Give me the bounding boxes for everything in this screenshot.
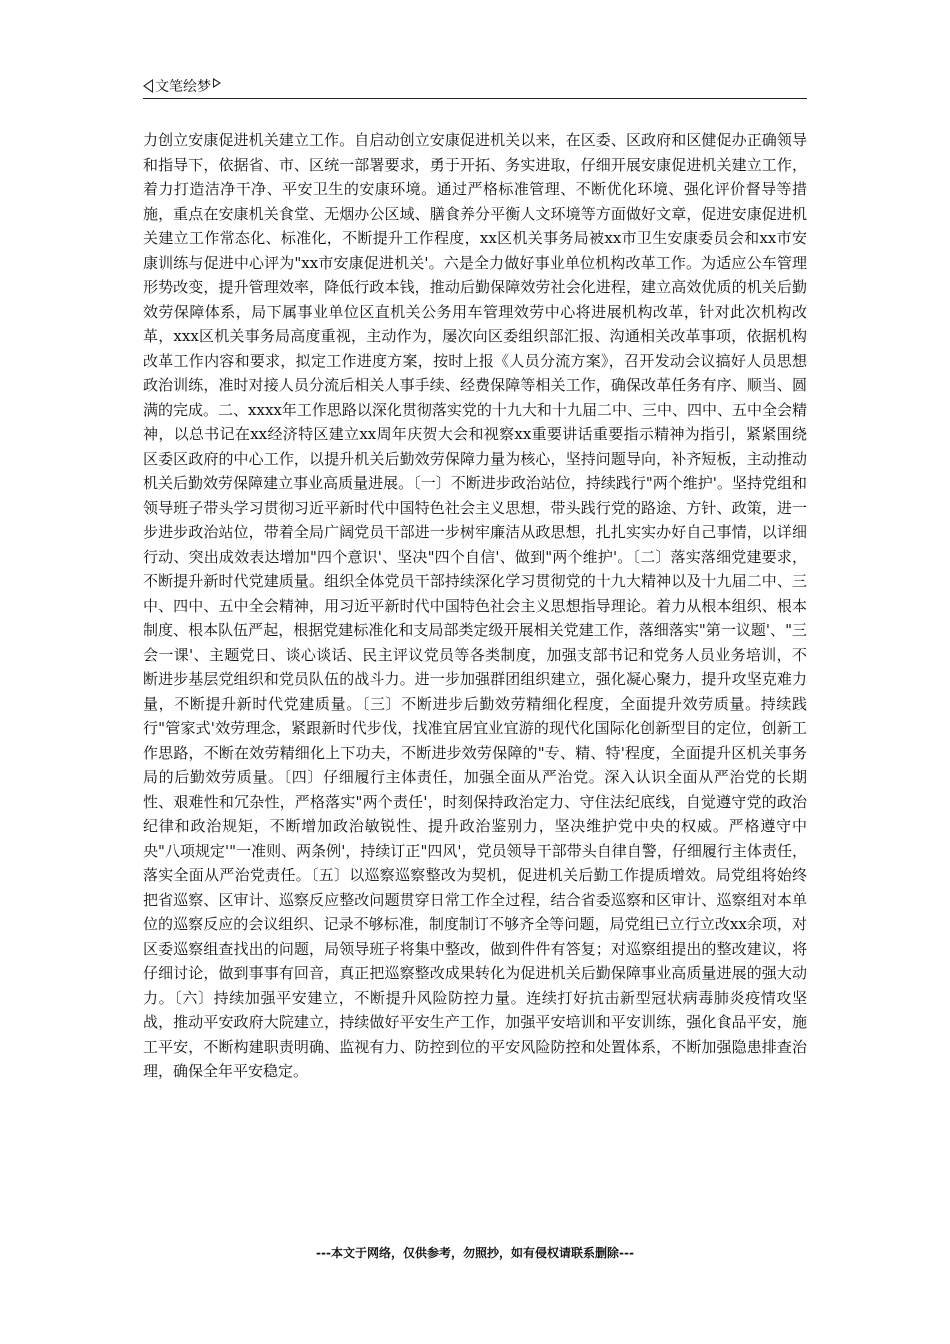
left-triangle-icon bbox=[143, 79, 153, 93]
right-triangle-icon bbox=[213, 78, 221, 88]
page-header bbox=[143, 74, 807, 99]
brand-name: 文笔绘梦 bbox=[155, 79, 211, 95]
body-paragraph: 力创立安康促进机关建立工作。自启动创立安康促进机关以来，在区委、区政府和区健促办正确领导和指导下，依据省、市、区统一部署要求，勇于开拓、务实进取，仔细开展安康促进机关建立工作，着力打造洁净干净、平安卫生的安康环境。通过严格标准管理、不断优化环境、强化评价督导等措施，重点在安康机关食堂、无烟办公区域、膳食养分平衡人文环境等方面做好文章，促进安康促进机关建立工作常态化、标准化，不断提升工作程度，xx区机关事务局被xx市卫生安康委员会和xx市安康训练与促进中心评为"xx市安康促进机关'。六是全力做好事业单位机构改革工作。为适应公车管理形势改变，提升管理效率，降低行政本钱，推动后勤保障效劳社会化进程，建立高效优质的机关后勤效劳保障体系，局下属事业单位区直机关公务用车管理效劳中心将进展机构改革，针对此次机构改革，xxx区机关事务局高度重视，主动作为，屡次向区委组织部汇报、沟通相关改革事项，依据机构改革工作内容和要求，拟定工作进度方案，按时上报《人员分流方案》，召开发动会议搞好人员思想政治训练，准时对接人员分流后相关人事手续、经费保障等相关工作，确保改革任务有序、顺当、圆满的完成。二、xxxx年工作思路以深化贯彻落实党的十九大和十九届二中、三中、四中、五中全会精神，以总书记在xx经济特区建立xx周年庆贺大会和视察xx重要讲话重要指示精神为指引，紧紧围绕区委区政府的中心工作，以提升机关后勤效劳保障力量为核心，坚持问题导向，补齐短板，主动推动机关后勤效劳保障建立事业高质量进展。〔一〕不断进步政治站位，持续践行"两个维护'。坚持党组和领导班子带头学习贯彻习近平新时代中国特色社会主义思想，带头践行党的路途、方针、政策，进一步进步政治站位，带着全局广阔党员干部进一步树牢廉洁从政思想，扎扎实实办好自己事情，以详细行动、突出成效表达增加"四个意识'、坚决"四个自信'、做到"两个维护'。〔二〕落实落细党建要求，不断提升新时代党建质量。组织全体党员干部持续深化学习贯彻党的十九大精神以及十九届二中、三中、四中、五中全会精神，用习近平新时代中国特色社会主义思想指导理论。着力从根本组织、根本制度、根本队伍严起，根据党建标准化和支局部类定级开展相关党建工作，落细落实"第一议题'、"三会一课'、主题党日、谈心谈话、民主评议党员等各类制度，加强支部书记和党务人员业务培训，不断进步基层党组织和党员队伍的战斗力。进一步加强群团组织建立，强化凝心聚力，提升攻坚克难力量，不断提升新时代党建质量。〔三〕不断进步后勤效劳精细化程度，全面提升效劳质量。持续践行"管家式'效劳理念，紧跟新时代步伐，找准宜居宜业宜游的现代化国际化创新型目的定位，创新工作思路，不断在效劳精细化上下功夫，不断进步效劳保障的"专、精、特'程度，全面提升区机关事务局的后勤效劳质量。〔四〕仔细履行主体责任，加强全面从严治党。深入认识全面从严治党的长期性、艰难性和冗杂性，严格落实"两个责任'，时刻保持政治定力、守住法纪底线，自觉遵守党的政治纪律和政治规矩，不断增加政治敏锐性、提升政治鉴别力，坚决维护党中央的权威。严格遵守中央"八项规定'"一准则、两条例'，持续订正"四风'，党员领导干部带头自律自警，仔细履行主体责任，落实全面从严治党责任。〔五〕以巡察巡察整改为契机，促进机关后勤工作提质增效。局党组将始终把省巡察、区审计、巡察反应整改问题贯穿日常工作全过程，结合省委巡察和区审计、巡察组对本单位的巡察反应的会议组织、记录不够标准，制度制订不够齐全等问题，局党组已立行立改xx余项，对区委巡察组查找出的问题，局领导班子将集中整改，做到件件有答复；对巡察组提出的整改建议，将仔细讨论，做到事事有回音，真正把巡察整改成果转化为促进机关后勤保障事业高质量进展的强大动力。〔六〕持续加强平安建立，不断提升风险防控力量。连续打好抗击新型冠状病毒肺炎疫情攻坚战，推动平安政府大院建立，持续做好平安生产工作，加强平安培训和平安训练，强化食品平安，施工平安，不断构建职责明确、监视有力、防控到位的平安风险防控和处置体系，不断加强隐患排查治理，确保全年平安稳定。 bbox=[143, 131, 807, 1080]
footer-disclaimer: ---本文于网络，仅供参考，勿照抄，如有侵权请联系删除--- bbox=[316, 1246, 634, 1260]
brand bbox=[143, 76, 221, 96]
